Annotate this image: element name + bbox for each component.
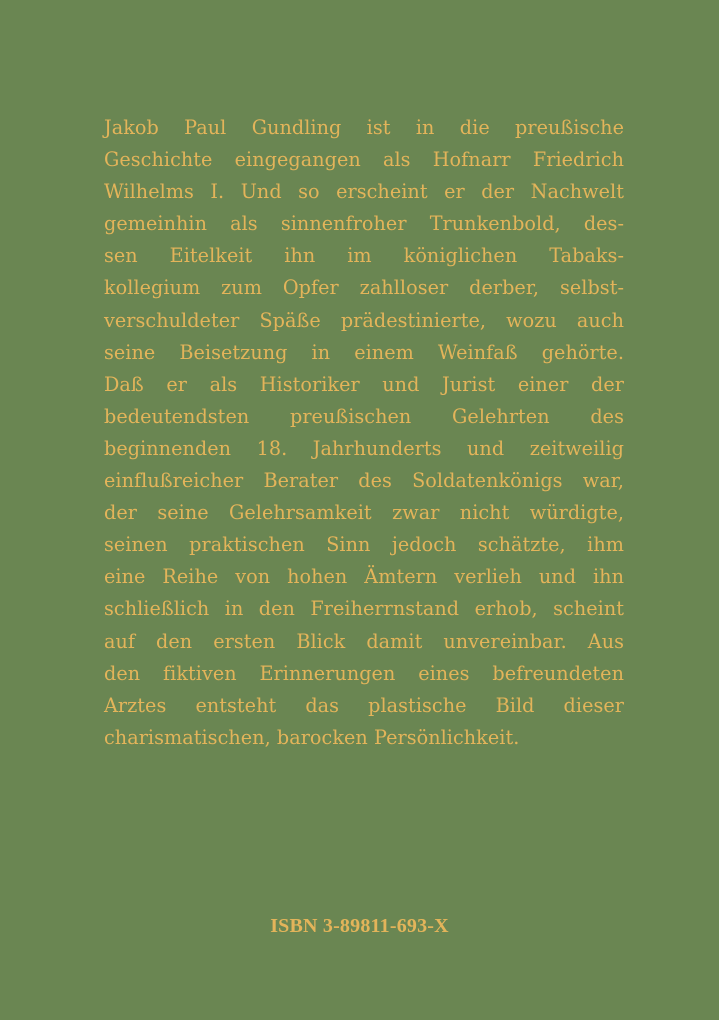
blurb-line: schließlich in den Freiherrnstand erhob, scheint — [104, 597, 624, 621]
blurb-line: kollegium zum Opfer zahlloser derber, selbst- — [104, 276, 624, 300]
blurb-line: verschuldeter Späße prädestinierte, wozu auch — [104, 308, 624, 332]
blurb-line: Jakob Paul Gundling ist in die preußische — [104, 116, 624, 139]
blurb-line: Arztes entsteht das plastische Bild dieser — [104, 693, 624, 717]
blurb-line: charismatischen, barocken Persönlichkeit. — [104, 725, 520, 749]
blurb-line: sen Eitelkeit ihn im königlichen Tabaks- — [104, 244, 624, 268]
blurb-line: gemeinhin als sinnenfroher Trunkenbold, des- — [104, 212, 624, 236]
blurb-line: den fiktiven Erinnerungen eines befreundeten — [104, 661, 624, 685]
blurb-line: Geschichte eingegangen als Hofnarr Friedrich — [104, 148, 624, 172]
blurb-line: auf den ersten Blick damit unvereinbar. Aus — [104, 629, 624, 653]
blurb-line: beginnenden 18. Jahrhunderts und zeitweilig — [104, 436, 624, 460]
blurb-line: bedeutendsten preußischen Gelehrten des — [104, 404, 624, 428]
blurb-paragraph — [104, 112, 624, 754]
blurb-line: Wilhelms I. Und so erscheint er der Nachwelt — [104, 180, 624, 204]
blurb-line: eine Reihe von hohen Ämtern verlieh und ihn — [104, 565, 624, 589]
blurb-line: seine Beisetzung in einem Weinfaß gehörte. — [104, 340, 624, 364]
blurb-line: seinen praktischen Sinn jedoch schätzte, ihm — [104, 533, 624, 557]
blurb-line: Daß er als Historiker und Jurist einer der — [104, 372, 624, 396]
isbn-number: ISBN 3-89811-693-X — [270, 915, 449, 937]
blurb-line: der seine Gelehrsamkeit zwar nicht würdigte, — [104, 501, 624, 525]
blurb-line: einflußreicher Berater des Soldatenkönigs war, — [104, 469, 624, 493]
